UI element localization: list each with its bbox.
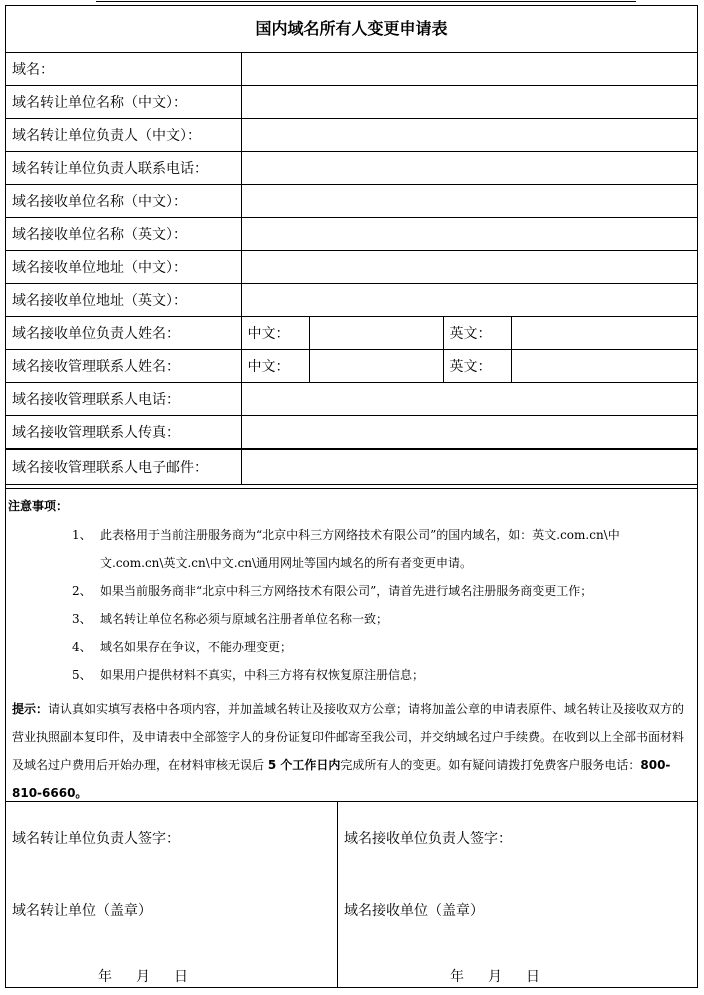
field-label: 域名转让单位名称（中文）：	[6, 86, 241, 119]
note-number: 4、	[72, 640, 92, 654]
application-form	[5, 5, 698, 988]
field-label: 域名转让单位负责人联系电话：	[6, 152, 241, 185]
note-item-5	[72, 661, 692, 689]
field-label: 域名接收管理联系人电话：	[6, 383, 241, 416]
month-label: 月	[488, 969, 502, 985]
receiver-signature-box[interactable]	[338, 802, 697, 988]
receiver-head-cn-input[interactable]	[309, 317, 443, 350]
contact-phone-input[interactable]	[241, 383, 697, 416]
tip-deadline: 5 个工作日内	[267, 758, 341, 772]
field-row-contact-fax	[6, 416, 697, 450]
english-label: 英文：	[443, 350, 511, 383]
field-label: 域名接收管理联系人传真：	[6, 416, 241, 450]
note-number: 5、	[72, 668, 92, 682]
tip-text: 请认真如实填写表格中各项内容，并加盖域名转让及接收双方公章；请将加盖公章的申请表原件、域名转让及接收双方的营业执照副本复印件，及申请表中全部签字人的身份证复印件邮寄至我公司，并交纳域名过户手续费。在收到以上全部书面材料及域名过户费用后开始办理，在材料审核无误后	[12, 702, 685, 772]
receiver-name-cn-input[interactable]	[241, 185, 697, 218]
field-row-receiver-address-en	[6, 284, 697, 317]
contact-email-input[interactable]	[241, 449, 697, 485]
day-label: 日	[174, 969, 188, 985]
year-label: 年	[98, 969, 112, 985]
form-title: 国内域名所有人变更申请表	[255, 19, 448, 38]
field-row-receiver-address-cn	[6, 251, 697, 284]
transferor-name-cn-input[interactable]	[241, 86, 697, 119]
note-item-2	[72, 577, 692, 605]
field-label: 域名接收单位名称（英文）：	[6, 218, 241, 251]
transferor-sign-label: 域名转让单位负责人签字：	[12, 831, 180, 847]
field-row-transferor-head	[6, 119, 697, 152]
receiver-head-en-input[interactable]	[511, 317, 697, 350]
field-label: 域名接收管理联系人电子邮件：	[6, 449, 241, 485]
notes-section	[6, 488, 697, 802]
notes-title: 注意事项：	[8, 499, 69, 513]
domain-input[interactable]	[241, 53, 697, 86]
tip-paragraph	[12, 695, 692, 807]
field-row-transferor-phone	[6, 152, 697, 185]
note-number: 1、	[72, 528, 92, 542]
chinese-label: 中文：	[241, 350, 309, 383]
field-row-domain	[6, 53, 697, 86]
field-row-transferor-name-cn	[6, 86, 697, 119]
english-label: 英文：	[443, 317, 511, 350]
tip-label: 提示：	[12, 702, 49, 716]
receiver-sign-label: 域名接收单位负责人签字：	[344, 831, 512, 847]
month-label: 月	[136, 969, 150, 985]
note-text: 域名转让单位名称必须与原域名注册者单位名称一致；	[100, 612, 389, 626]
field-label: 域名接收单位负责人姓名：	[6, 317, 241, 350]
field-label: 域名接收单位名称（中文）：	[6, 185, 241, 218]
service-phone: 800-810-6660。	[12, 758, 671, 800]
note-text: 域名如果存在争议，不能办理变更；	[100, 640, 293, 654]
transferor-head-input[interactable]	[241, 119, 697, 152]
field-label: 域名接收单位地址（英文）：	[6, 284, 241, 317]
receiver-address-en-input[interactable]	[241, 284, 697, 317]
transferor-signature-box[interactable]	[6, 802, 338, 988]
field-row-contact-email	[6, 449, 697, 485]
contact-name-cn-input[interactable]	[309, 350, 443, 383]
field-row-receiver-head-name	[6, 317, 697, 350]
receiver-address-cn-input[interactable]	[241, 251, 697, 284]
receiver-seal-label: 域名接收单位（盖章）	[344, 903, 484, 919]
field-label: 域名接收单位地址（中文）：	[6, 251, 241, 284]
note-item-3	[72, 605, 692, 633]
form-fields-table	[6, 52, 697, 485]
field-label: 域名接收管理联系人姓名：	[6, 350, 241, 383]
note-number: 2、	[72, 584, 92, 598]
field-label: 域名转让单位负责人（中文）：	[6, 119, 241, 152]
note-item-4	[72, 633, 692, 661]
top-rule	[96, 1, 636, 2]
contact-name-en-input[interactable]	[511, 350, 697, 383]
day-label: 日	[526, 969, 540, 985]
note-text: 此表格用于当前注册服务商为“北京中科三方网络技术有限公司”的国内域名，如：英文.com.cn\中文.com.cn\英文.cn\中文.cn\通用网址等国内域名的所有者变更申请。	[100, 528, 620, 570]
chinese-label: 中文：	[241, 317, 309, 350]
field-row-contact-phone	[6, 383, 697, 416]
transferor-date	[98, 966, 212, 986]
note-text: 如果当前服务商非“北京中科三方网络技术有限公司”，请首先进行域名注册服务商变更工作；	[100, 584, 593, 598]
field-row-receiver-name-en	[6, 218, 697, 251]
year-label: 年	[450, 969, 464, 985]
field-row-contact-name	[6, 350, 697, 383]
field-row-receiver-name-cn	[6, 185, 697, 218]
note-item-1	[72, 521, 692, 577]
transferor-phone-input[interactable]	[241, 152, 697, 185]
receiver-date	[450, 966, 564, 986]
contact-fax-input[interactable]	[241, 416, 697, 450]
field-label: 域名：	[6, 53, 241, 86]
tip-text-continued: 完成所有人的变更。如有疑问请拨打免费客户服务电话：	[340, 758, 641, 772]
note-number: 3、	[72, 612, 92, 626]
note-text: 如果用户提供材料不真实，中科三方将有权恢复原注册信息；	[100, 668, 425, 682]
receiver-name-en-input[interactable]	[241, 218, 697, 251]
transferor-seal-label: 域名转让单位（盖章）	[12, 903, 152, 919]
